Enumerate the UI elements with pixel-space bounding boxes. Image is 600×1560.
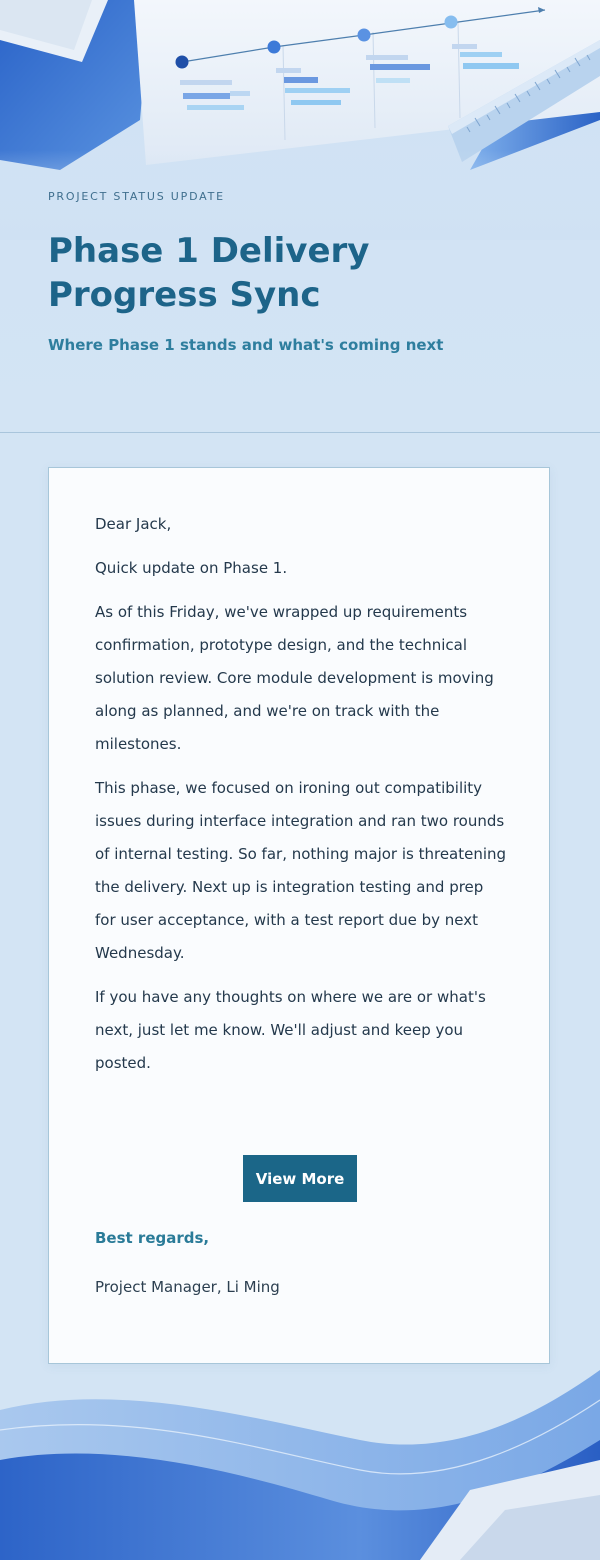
body-paragraph: As of this Friday, we've wrapped up requirements confirmation, prototype design, and the technical solution review. Core module development is moving along as planned, and we're on track with the milestones. [95, 603, 494, 753]
eyebrow-label: PROJECT STATUS UPDATE [48, 190, 225, 203]
hero-banner [0, 0, 600, 433]
footer-wave-illustration [0, 1330, 600, 1560]
page-title: Phase 1 Delivery Progress Sync [48, 231, 370, 315]
body-paragraph: This phase, we focused on ironing out compatibility issues during interface integration and ran two rounds of internal testing. So far, nothing major is threatening the delivery. Next up is integration testing and prep for user acceptance, with a test report due by next Wednesday. [95, 779, 507, 962]
body-paragraph: If you have any thoughts on where we are or what's next, just let me know. We'll adjust and keep you posted. [95, 988, 486, 1072]
email-card [48, 467, 550, 1364]
hero-illustration [0, 0, 600, 240]
greeting: Dear Jack, [95, 515, 172, 533]
page-subtitle: Where Phase 1 stands and what's coming next [48, 336, 444, 354]
email-body [95, 508, 507, 1091]
signature: Project Manager, Li Ming [95, 1278, 280, 1296]
body-paragraph: Quick update on Phase 1. [95, 559, 288, 577]
view-more-button[interactable]: View More [243, 1155, 357, 1202]
closing: Best regards, [95, 1229, 210, 1247]
